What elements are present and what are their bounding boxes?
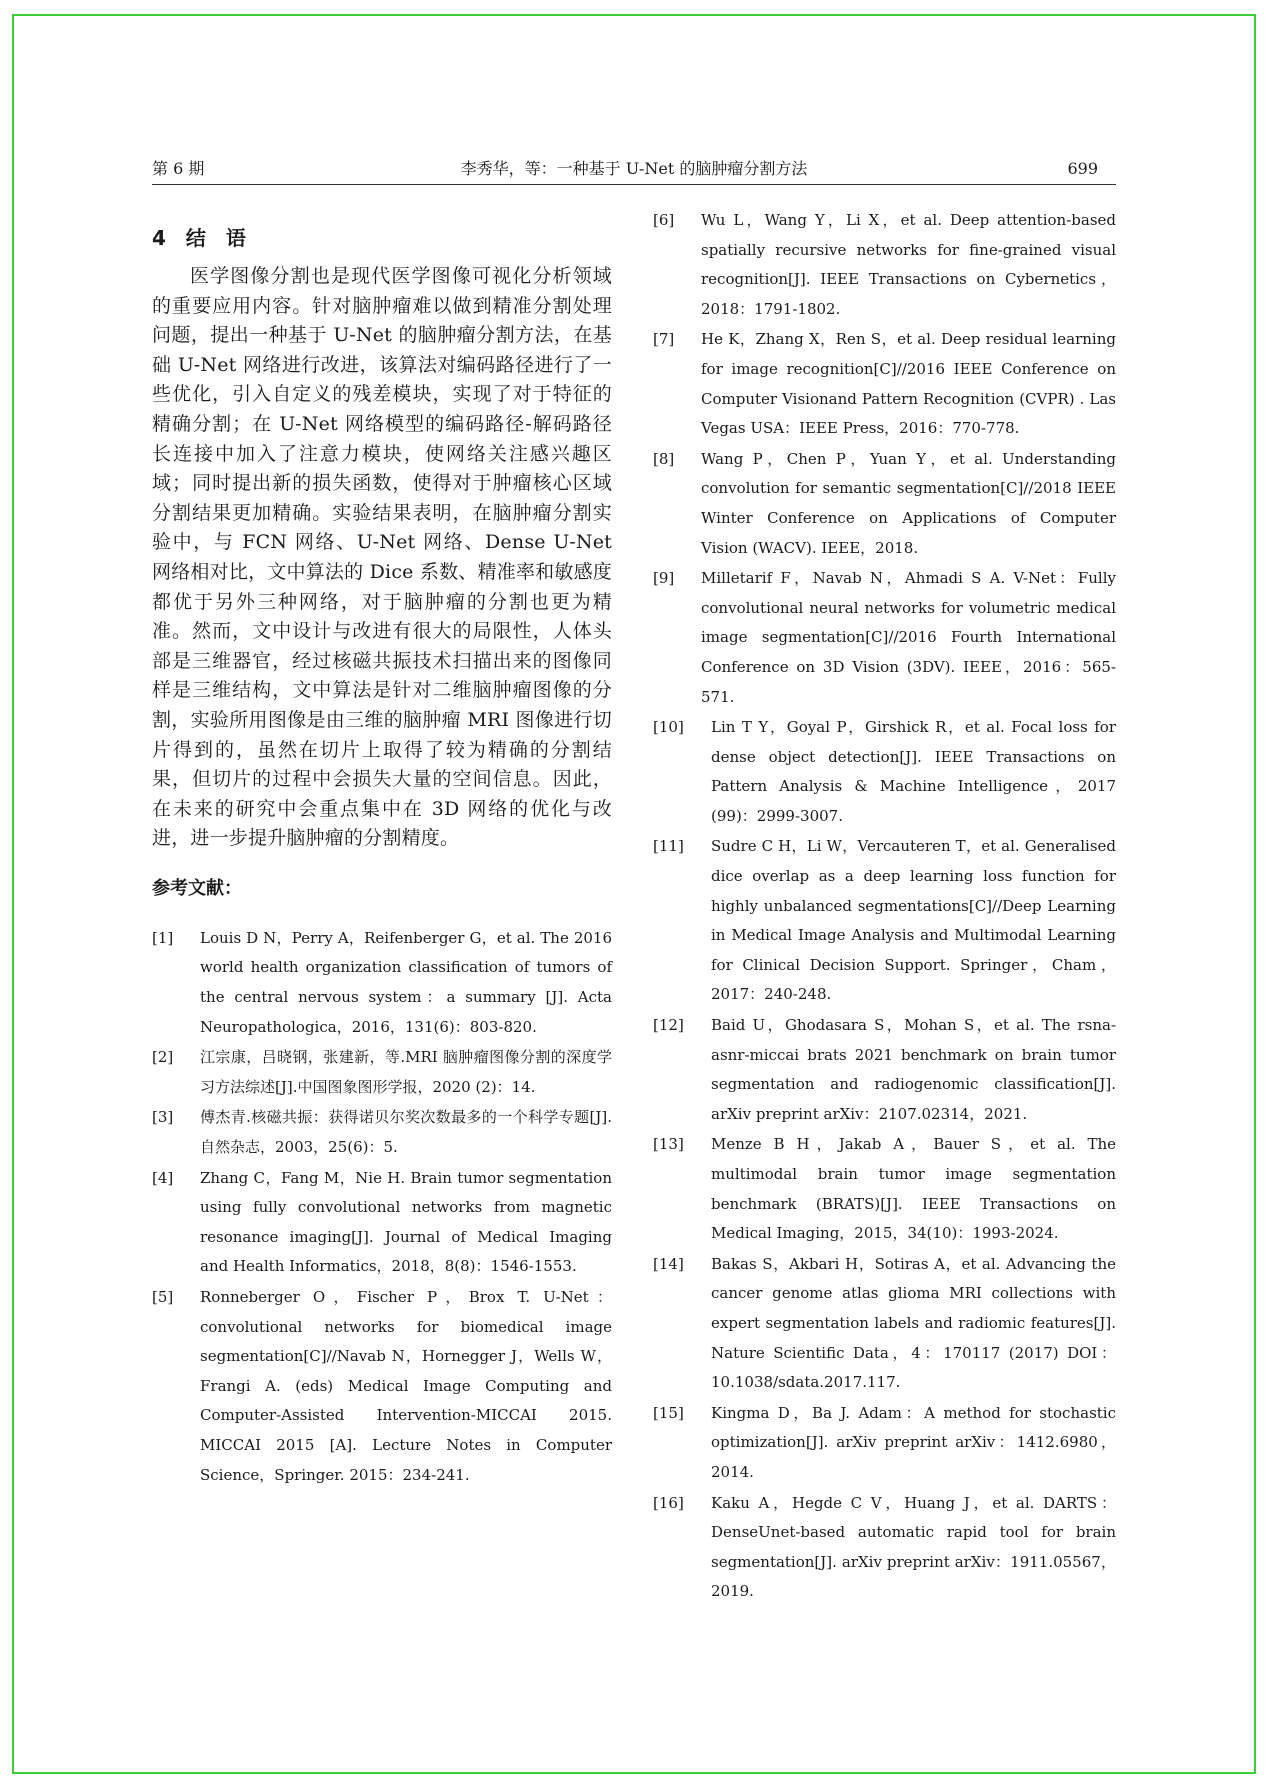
reference-text: Ronneberger O，Fischer P，Brox T. U-Net：convolutional networks for biomedical image segmentation[C]//Navab N，Hornegger J，Wells W，Frangi A. (eds) Medical Image Computing and Computer-Assisted Intervention-MICCAI 2015. MICCAI 2015 [A]. Lecture Notes in Computer Science，Springer. 2015：234-241.: [200, 1288, 612, 1484]
reference-item: [152, 1103, 612, 1162]
reference-text: Bakas S，Akbari H，Sotiras A，et al. Advancing the cancer genome atlas glioma MRI collections with expert segmentation labels and radiomic features[J]. Nature Scientific Data，4：170117 (2017) DOI：10.1038/sdata.2017.117.: [711, 1254, 1116, 1392]
reference-text: 江宗康，吕晓钢，张建新，等.MRI 脑肿瘤图像分割的深度学习方法综述[J].中国图象图形学报，2020 (2)：14.: [200, 1048, 612, 1096]
reference-number: [8]: [653, 449, 675, 468]
section-title: 4 结 语: [152, 226, 246, 250]
reference-item: [653, 832, 1116, 1010]
reference-text: Baid U，Ghodasara S，Mohan S，et al. The rsna-asnr-miccai brats 2021 benchmark on brain tumor segmentation and radiogenomic classification[J]. arXiv preprint arXiv：2107.02314，2021.: [711, 1016, 1116, 1123]
reference-item: [152, 1164, 612, 1282]
left-column: [152, 222, 612, 1491]
reference-item: [653, 1011, 1116, 1129]
reference-number: [9]: [653, 569, 675, 588]
reference-text: Kingma D，Ba J. Adam：A method for stochastic optimization[J]. arXiv preprint arXiv：1412.6980，2014.: [711, 1403, 1116, 1481]
reference-text: Zhang C，Fang M，Nie H. Brain tumor segmentation using fully convolutional networks from magnetic resonance imaging[J]. Journal of Medical Imaging and Health Informatics，2018，8(8)：1546-1553.: [200, 1168, 612, 1276]
reference-text: He K，Zhang X，Ren S，et al. Deep residual learning for image recognition[C]//2016 IEEE Conference on Computer Visionand Pattern Recognition (CVPR) . Las Vegas USA：IEEE Press，2016：770-778.: [701, 330, 1116, 438]
references-title: 参考文献：: [152, 877, 242, 899]
reference-item: [653, 325, 1116, 443]
reference-number: [7]: [653, 330, 675, 349]
reference-item: [653, 1250, 1116, 1398]
reference-number: [14]: [653, 1254, 684, 1273]
reference-number: [6]: [653, 211, 675, 229]
page-number: 699: [1067, 159, 1098, 178]
reference-number: [12]: [653, 1016, 684, 1035]
header-rule: [152, 184, 1116, 185]
reference-text: 傅杰青.核磁共振：获得诺贝尔奖次数最多的一个科学专题[J].自然杂志，2003，25(6)：5.: [200, 1108, 612, 1157]
reference-item: [653, 1399, 1116, 1488]
reference-item: [653, 445, 1116, 563]
reference-text: Sudre C H，Li W，Vercauteren T，et al. Generalised dice overlap as a deep learning loss function for highly unbalanced segmentations[C]//Deep Learning in Medical Image Analysis and Multimodal Learning for Clinical Decision Support. Springer，Cham，2017：240-248.: [711, 837, 1116, 1004]
reference-text: Lin T Y，Goyal P，Girshick R，et al. Focal loss for dense object detection[J]. IEEE Transactions on Pattern Analysis & Machine Intelligence，2017 (99)：2999-3007.: [711, 718, 1116, 825]
reference-list-right: [653, 206, 1116, 1607]
reference-number: [11]: [653, 837, 684, 856]
right-column: [653, 206, 1116, 1608]
running-title: 李秀华，等：一种基于 U-Net 的脑肿瘤分割方法: [460, 159, 808, 178]
reference-item: [653, 713, 1116, 831]
reference-item: [152, 924, 612, 1042]
reference-number: [5]: [152, 1288, 174, 1306]
reference-text: Wu L，Wang Y，Li X，et al. Deep attention-based spatially recursive networks for fine-grained visual recognition[J]. IEEE Transactions on Cybernetics，2018：1791-1802.: [701, 211, 1116, 318]
reference-number: [3]: [152, 1108, 174, 1127]
reference-number: [13]: [653, 1135, 684, 1154]
reference-item: [152, 1283, 612, 1490]
reference-list-left: [152, 924, 612, 1490]
reference-text: Kaku A，Hegde C V，Huang J，et al. DARTS：DenseUnet-based automatic rapid tool for brain segmentation[J]. arXiv preprint arXiv：1911.05567，2019.: [711, 1493, 1116, 1601]
reference-item: [653, 564, 1116, 712]
reference-number: [10]: [653, 718, 684, 737]
reference-number: [2]: [152, 1048, 174, 1067]
reference-text: Milletarif F，Navab N，Ahmadi S A. V-Net：Fully convolutional neural networks for volumetric medical image segmentation[C]//2016 Fourth International Conference on 3D Vision (3DV). IEEE，2016：565-571.: [701, 569, 1116, 706]
reference-item: [653, 1130, 1116, 1248]
running-header: [152, 154, 1116, 184]
reference-number: [4]: [152, 1168, 174, 1187]
conclusion-paragraph: 医学图像分割也是现代医学图像可视化分析领域的重要应用内容。针对脑肿瘤难以做到精准分割处理问题，提出一种基于 U-Net 的脑肿瘤分割方法，在基础 U-Net 网络进行改进，该算法对编码路径进行了一些优化，引入自定义的残差模块，实现了对于特征的精确分割；在 U-Net 网络模型的编码路径-解码路径长连接中加入了注意力模块，使网络关注感兴趣区域；同时提出新的损失函数，使得对于肿瘤核心区域分割结果更加精确。实验结果表明，在脑肿瘤分割实验中，与 FCN 网络、U-Net 网络、Dense U-Net 网络相对比，文中算法的 Dice 系数、精准率和敏感度都优于另外三种网络，对于脑肿瘤的分割也更为精准。然而，文中设计与改进有很大的局限性，人体头部是三维器官，经过核磁共振技术扫描出来的图像同样是三维结构，文中算法是针对二维脑肿瘤图像的分割，实验所用图像是由三维的脑肿瘤 MRI 图像进行切片得到的，虽然在切片上取得了较为精确的分割结果，但切片的过程中会损失大量的空间信息。因此，在未来的研究中会重点集中在 3D 网络的优化与改进，进一步提升脑肿瘤的分割精度。: [152, 265, 612, 850]
issue-number: 第 6 期: [152, 159, 205, 178]
reference-number: [1]: [152, 928, 174, 947]
reference-text: Louis D N，Perry A，Reifenberger G，et al. The 2016 world health organization classification of tumors of the central nervous system：a summary [J]. Acta Neuropathologica，2016，131(6)：803-820.: [200, 928, 612, 1036]
reference-text: Wang P，Chen P，Yuan Y，et al. Understanding convolution for semantic segmentation[C]//2018 IEEE Winter Conference on Applications of Computer Vision (WACV). IEEE，2018.: [701, 449, 1116, 557]
reference-text: Menze B H，Jakab A，Bauer S，et al. The multimodal brain tumor image segmentation benchmark (BRATS)[J]. IEEE Transactions on Medical Imaging，2015，34(10)：1993-2024.: [711, 1135, 1116, 1243]
reference-number: [15]: [653, 1403, 684, 1422]
reference-item: [653, 206, 1116, 324]
reference-number: [16]: [653, 1493, 684, 1512]
reference-item: [152, 1043, 612, 1102]
reference-item: [653, 1489, 1116, 1607]
